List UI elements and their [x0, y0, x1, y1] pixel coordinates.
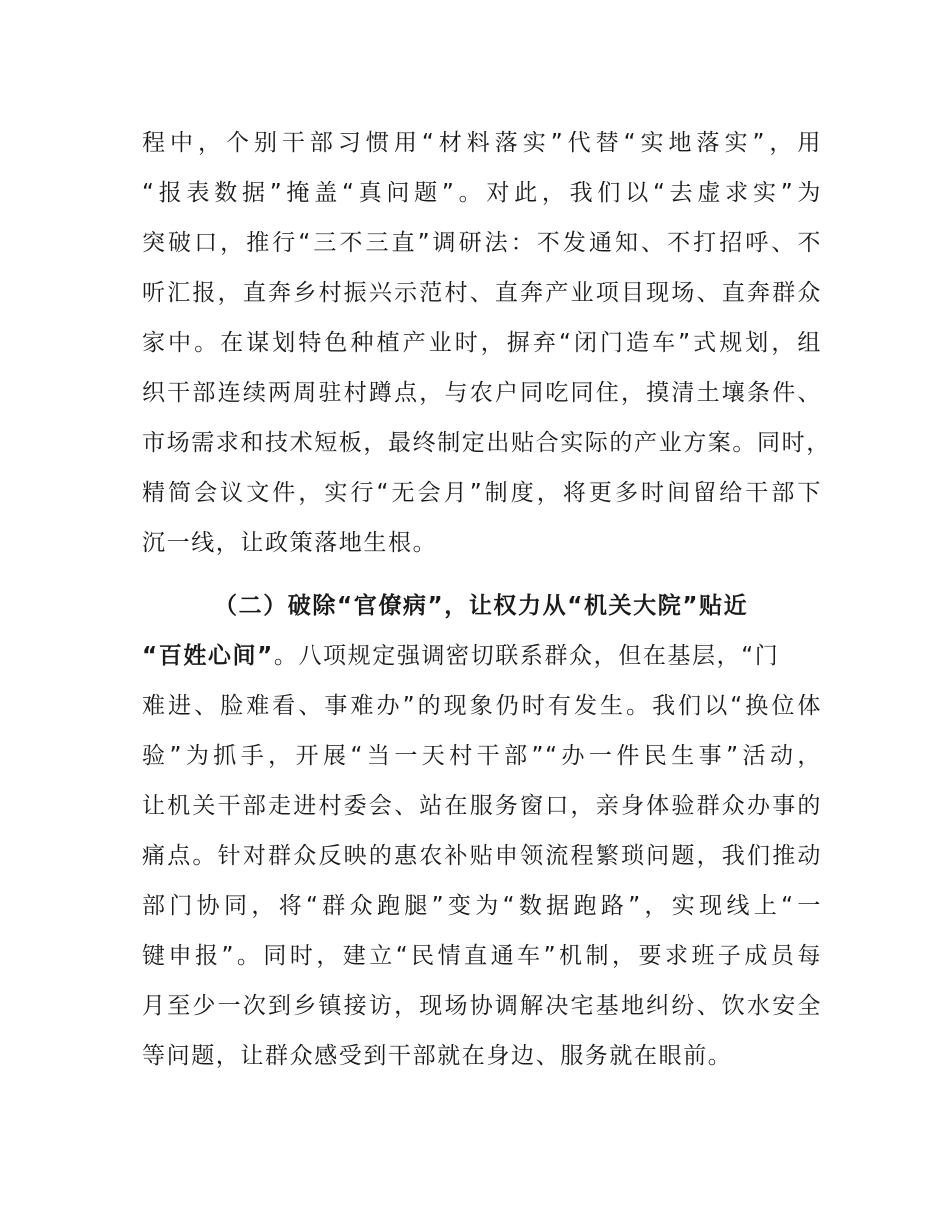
text-line: 等问题，让群众感受到干部就在身边、服务就在眼前。: [142, 1043, 733, 1069]
text-line: 难进、脸难看、事难办”的现象仍时有发生。我们以“换位体: [142, 693, 822, 719]
text-line: 市场需求和技术短板，最终制定出贴合实际的产业方案。同时，: [142, 430, 831, 456]
text-line: 沉一线，让政策落地生根。: [142, 530, 438, 556]
text-line: 痛点。针对群众反映的惠农补贴申领流程繁琐问题，我们推动: [142, 843, 822, 869]
text-line: [142, 641, 822, 671]
text-line: 键申报”。同时，建立“民情直通车”机制，要求班子成员每: [142, 943, 822, 969]
section-heading: （二）破除“官僚病”，让权力从“机关大院”贴近: [214, 593, 749, 619]
text-line: 验”为抓手，开展“当一天村干部”“办一件民生事”活动，: [142, 743, 822, 769]
text-line: 听汇报，直奔乡村振兴示范村、直奔产业项目现场、直奔群众: [142, 280, 822, 306]
text-line: 织干部连续两周驻村蹲点，与农户同吃同住，摸清土壤条件、: [142, 380, 822, 406]
text-line: 月至少一次到乡镇接访，现场协调解决宅基地纠纷、饮水安全: [142, 993, 822, 1019]
text-line: 精简会议文件，实行“无会月”制度，将更多时间留给干部下: [142, 480, 822, 506]
text-line: 程中，个别干部习惯用“材料落实”代替“实地落实”，用: [142, 130, 822, 156]
section-heading-continuation: “百姓心间”: [142, 643, 274, 669]
text-line: 突破口，推行“三不三直”调研法：不发通知、不打招呼、不: [142, 230, 822, 256]
text-line: 让机关干部走进村委会、站在服务窗口，亲身体验群众办事的: [142, 793, 822, 819]
text-span: 。八项规定强调密切联系群众，但在基层，“门: [273, 643, 780, 669]
text-line: 部门协同，将“群众跑腿”变为“数据跑路”，实现线上“一: [142, 893, 822, 919]
text-line: 家中。在谋划特色种植产业时，摒弃“闭门造车”式规划，组: [142, 330, 822, 356]
text-line: “报表数据”掩盖“真问题”。对此，我们以“去虚求实”为: [142, 180, 822, 206]
